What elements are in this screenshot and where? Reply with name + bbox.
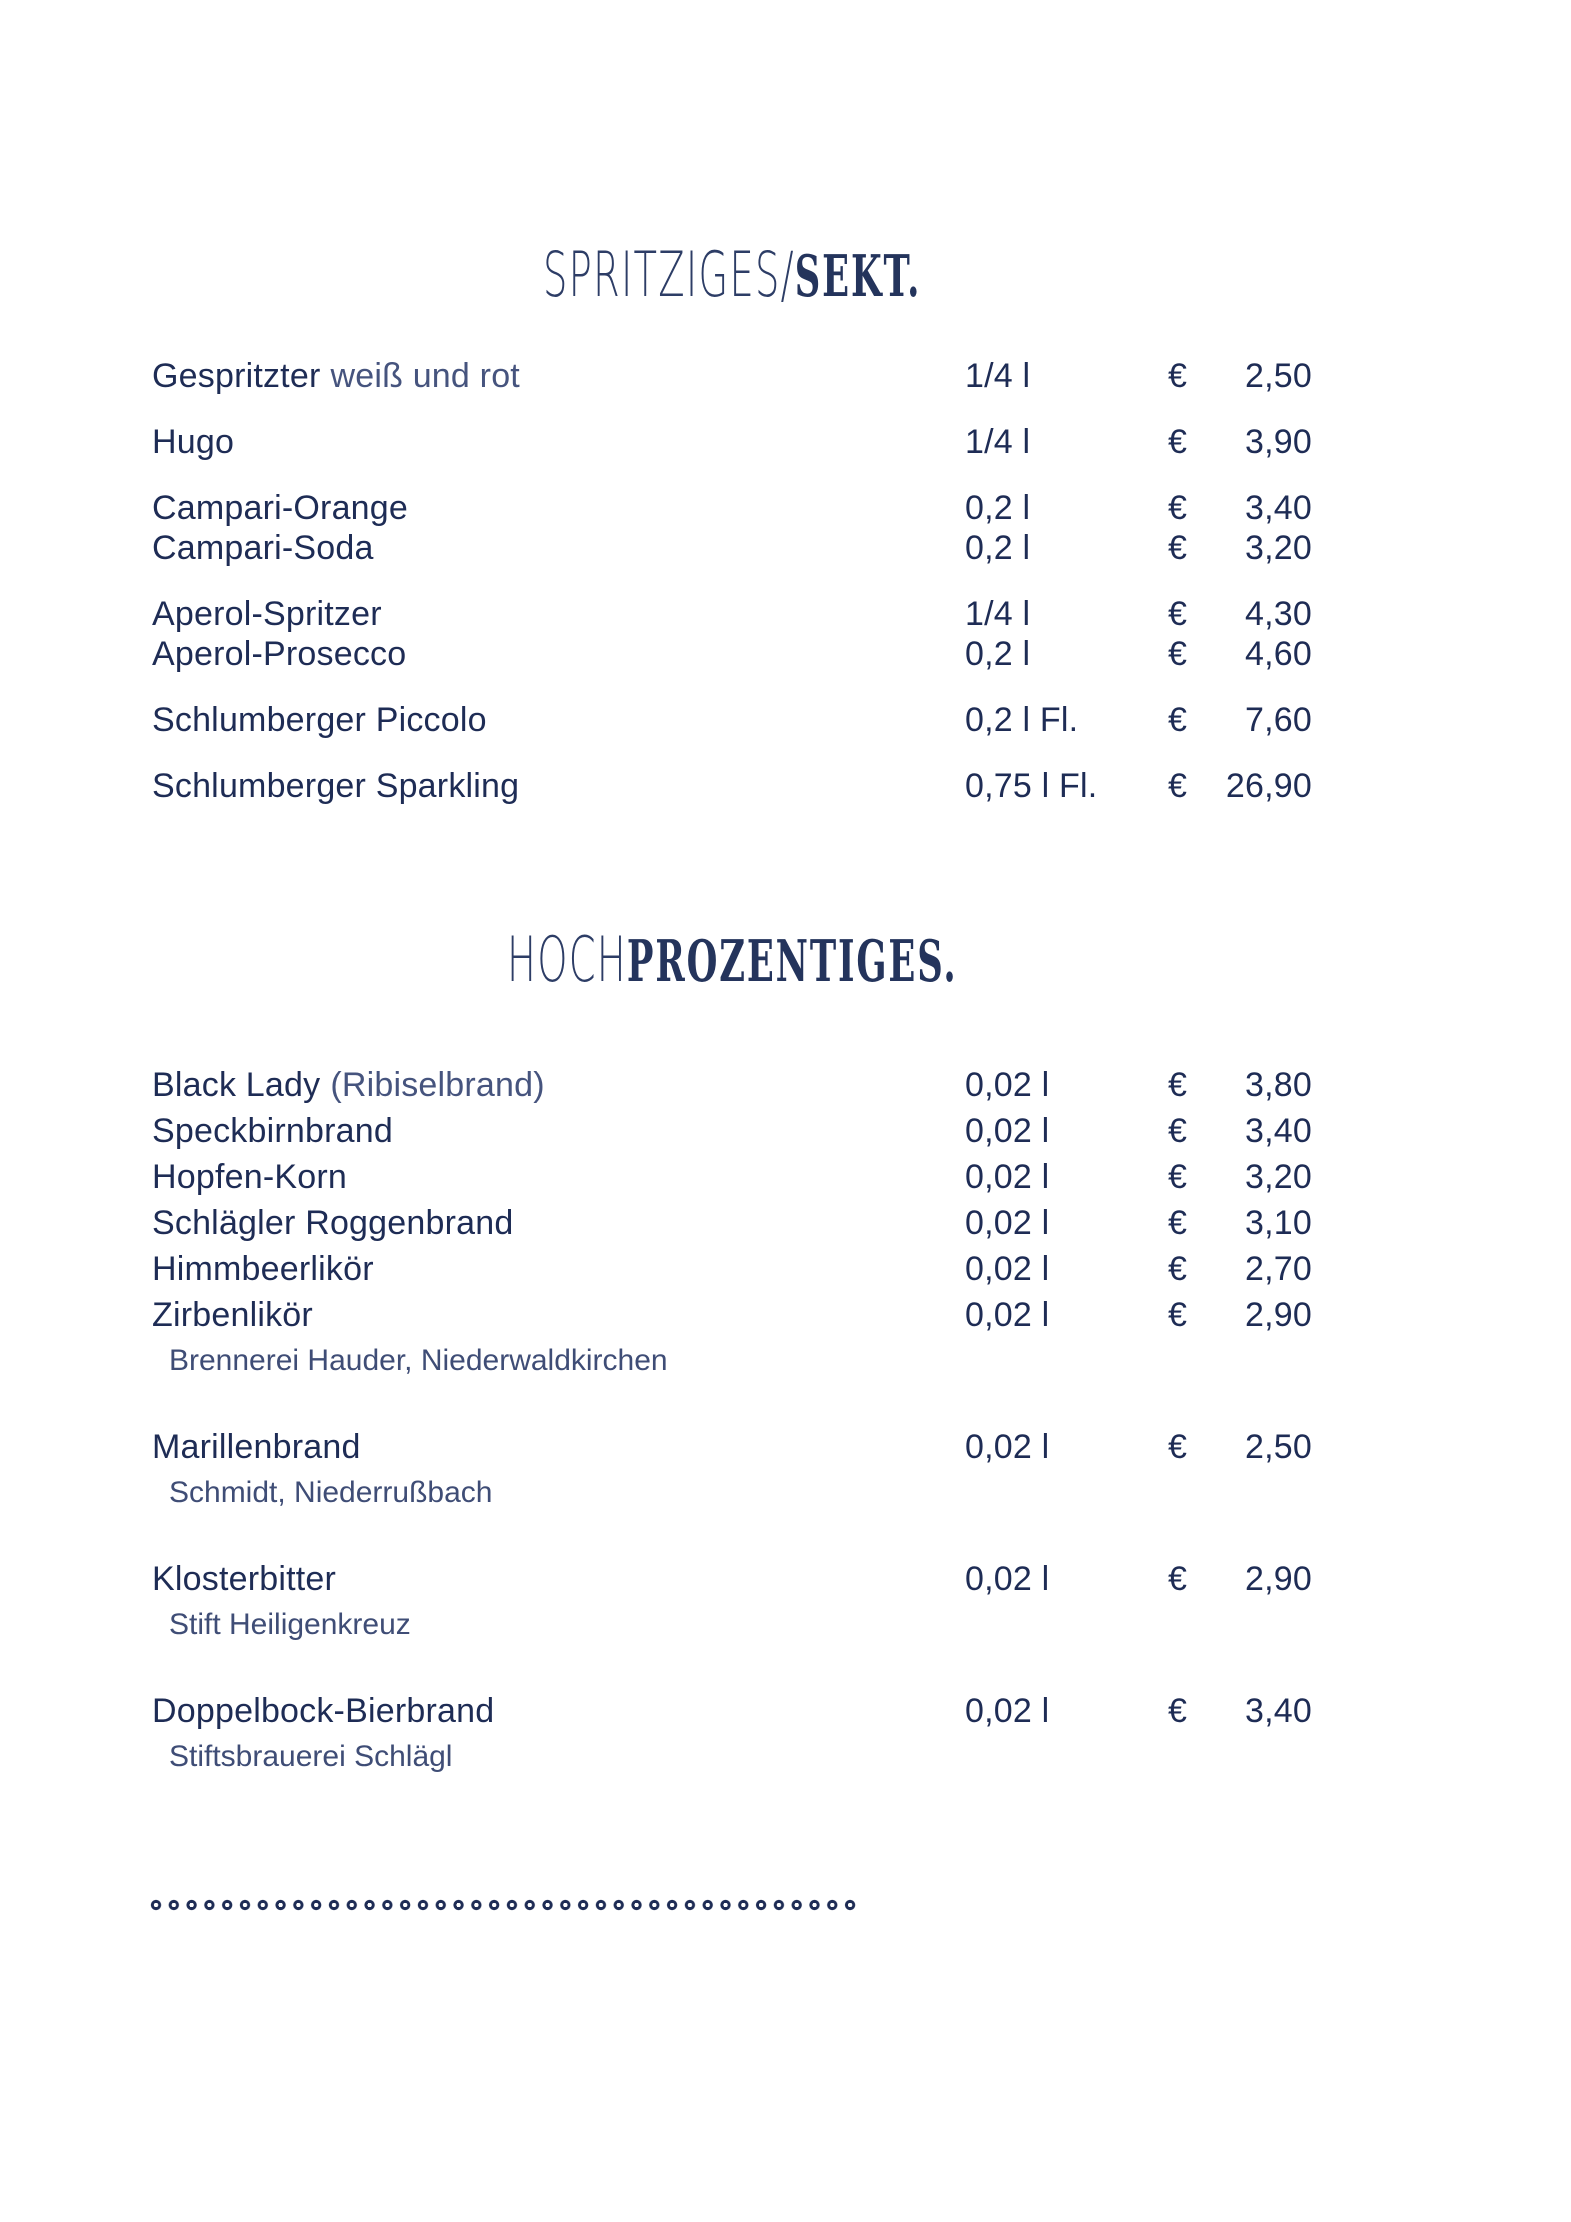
item-name-text: Aperol-Prosecco bbox=[152, 634, 407, 673]
item-quantity: 1/4 l bbox=[965, 422, 1031, 461]
item-price: 3,10 bbox=[1245, 1203, 1312, 1242]
menu-item-row bbox=[152, 1108, 1312, 1154]
menu-item-row bbox=[152, 700, 1312, 740]
item-quantity: 0,2 l bbox=[965, 528, 1031, 567]
item-quantity: 0,02 l bbox=[965, 1111, 1050, 1150]
menu-group bbox=[152, 422, 1312, 462]
menu-section-spritziges bbox=[152, 356, 1312, 806]
producer-note: Brennerei Hauder, Niederwaldkirchen bbox=[169, 1344, 668, 1377]
menu-group bbox=[152, 700, 1312, 740]
currency-symbol: € bbox=[1168, 1065, 1188, 1104]
section-title-thin-text: SPRITZIGES/ bbox=[542, 238, 795, 311]
menu-group bbox=[152, 594, 1312, 674]
section-title-thin-text: HOCH bbox=[506, 923, 627, 996]
item-desc-text: weiß und rot bbox=[330, 356, 520, 395]
item-quantity: 0,2 l bbox=[965, 634, 1031, 673]
item-quantity: 0,02 l bbox=[965, 1203, 1050, 1242]
hand-drawn-dots-divider bbox=[148, 1897, 860, 1913]
item-name bbox=[152, 767, 965, 806]
item-quantity: 1/4 l bbox=[965, 594, 1031, 633]
menu-item-row bbox=[152, 1292, 1312, 1338]
item-price: 2,50 bbox=[1245, 1427, 1312, 1466]
item-name bbox=[152, 529, 965, 568]
item-price: 4,60 bbox=[1245, 634, 1312, 673]
item-name bbox=[152, 1204, 965, 1243]
item-name-text: Klosterbitter bbox=[152, 1559, 337, 1598]
section-title-bold-text: SEKT. bbox=[794, 243, 922, 310]
item-price: 2,90 bbox=[1245, 1559, 1312, 1598]
item-price: 4,30 bbox=[1245, 594, 1312, 633]
item-name-text: Speckbirnbrand bbox=[152, 1111, 393, 1150]
item-quantity: 0,75 l Fl. bbox=[965, 766, 1098, 805]
item-price: 3,20 bbox=[1245, 528, 1312, 567]
item-name bbox=[152, 1066, 965, 1105]
menu-item-row bbox=[152, 766, 1312, 806]
item-name bbox=[152, 1296, 965, 1335]
item-name bbox=[152, 1692, 965, 1731]
menu-item-row bbox=[152, 1424, 1312, 1470]
item-name bbox=[152, 1158, 965, 1197]
menu-group bbox=[152, 1688, 1312, 1780]
item-quantity: 0,02 l bbox=[965, 1559, 1050, 1598]
item-quantity: 0,02 l bbox=[965, 1691, 1050, 1730]
item-name bbox=[152, 489, 965, 528]
currency-symbol: € bbox=[1168, 1295, 1188, 1334]
item-name bbox=[152, 595, 965, 634]
menu-item-row bbox=[152, 1062, 1312, 1108]
item-name-text: Hopfen-Korn bbox=[152, 1157, 347, 1196]
item-quantity: 0,2 l bbox=[965, 488, 1031, 527]
menu-item-row bbox=[152, 1556, 1312, 1602]
menu-group bbox=[152, 1062, 1312, 1384]
menu-item-row bbox=[152, 422, 1312, 462]
menu-item-row bbox=[152, 1200, 1312, 1246]
item-price: 2,50 bbox=[1245, 356, 1312, 395]
menu-content bbox=[152, 0, 1312, 1913]
item-name bbox=[152, 423, 965, 462]
item-desc-text: (Ribiselbrand) bbox=[330, 1065, 545, 1104]
item-name bbox=[152, 1560, 965, 1599]
menu-item-row bbox=[152, 356, 1312, 396]
currency-symbol: € bbox=[1168, 1691, 1188, 1730]
section-title-inner bbox=[507, 922, 957, 1000]
item-name-text: Zirbenlikör bbox=[152, 1295, 313, 1334]
currency-symbol: € bbox=[1168, 1559, 1188, 1598]
menu-item-row bbox=[152, 594, 1312, 634]
menu-group bbox=[152, 1424, 1312, 1516]
item-name bbox=[152, 635, 965, 674]
item-name-text: Gespritzter bbox=[152, 356, 321, 395]
currency-symbol: € bbox=[1168, 356, 1188, 395]
item-name bbox=[152, 701, 965, 740]
currency-symbol: € bbox=[1168, 1157, 1188, 1196]
item-name-text: Schlumberger Piccolo bbox=[152, 700, 487, 739]
item-quantity: 0,02 l bbox=[965, 1065, 1050, 1104]
item-price: 3,40 bbox=[1245, 488, 1312, 527]
section-title-bold-text: PROZENTIGES. bbox=[626, 928, 958, 995]
item-price: 7,60 bbox=[1245, 700, 1312, 739]
section-title-spritziges-sekt bbox=[152, 237, 1312, 313]
menu-group bbox=[152, 488, 1312, 568]
item-name bbox=[152, 1112, 965, 1151]
item-name-text: Marillenbrand bbox=[152, 1427, 361, 1466]
currency-symbol: € bbox=[1168, 1111, 1188, 1150]
item-price: 2,70 bbox=[1245, 1249, 1312, 1288]
item-quantity: 0,02 l bbox=[965, 1157, 1050, 1196]
menu-group bbox=[152, 1556, 1312, 1648]
currency-symbol: € bbox=[1168, 528, 1188, 567]
item-price: 26,90 bbox=[1225, 766, 1312, 805]
currency-symbol: € bbox=[1168, 1203, 1188, 1242]
menu-item-row bbox=[152, 1246, 1312, 1292]
currency-symbol: € bbox=[1168, 634, 1188, 673]
menu-group bbox=[152, 766, 1312, 806]
item-price: 3,20 bbox=[1245, 1157, 1312, 1196]
currency-symbol: € bbox=[1168, 1427, 1188, 1466]
currency-symbol: € bbox=[1168, 766, 1188, 805]
menu-section-hochprozentiges bbox=[152, 1062, 1312, 1780]
item-name-text: Himmbeerlikör bbox=[152, 1249, 374, 1288]
item-quantity: 0,2 l Fl. bbox=[965, 700, 1079, 739]
item-name-text: Schlägler Roggenbrand bbox=[152, 1203, 514, 1242]
menu-group bbox=[152, 356, 1312, 396]
item-price: 2,90 bbox=[1245, 1295, 1312, 1334]
item-price: 3,90 bbox=[1245, 422, 1312, 461]
currency-symbol: € bbox=[1168, 1249, 1188, 1288]
item-price: 3,80 bbox=[1245, 1065, 1312, 1104]
item-name-text: Campari-Orange bbox=[152, 488, 409, 527]
item-quantity: 0,02 l bbox=[965, 1427, 1050, 1466]
currency-symbol: € bbox=[1168, 700, 1188, 739]
currency-symbol: € bbox=[1168, 594, 1188, 633]
item-name bbox=[152, 1428, 965, 1467]
item-name-text: Aperol-Spritzer bbox=[152, 594, 382, 633]
item-quantity: 1/4 l bbox=[965, 356, 1031, 395]
section-title-inner bbox=[543, 237, 921, 315]
menu-item-row bbox=[152, 488, 1312, 528]
item-name bbox=[152, 357, 965, 396]
producer-note: Stiftsbrauerei Schlägl bbox=[169, 1740, 453, 1773]
currency-symbol: € bbox=[1168, 422, 1188, 461]
item-name-text: Doppelbock-Bierbrand bbox=[152, 1691, 495, 1730]
currency-symbol: € bbox=[1168, 488, 1188, 527]
item-quantity: 0,02 l bbox=[965, 1295, 1050, 1334]
producer-note: Schmidt, Niederrußbach bbox=[169, 1476, 493, 1509]
item-price: 3,40 bbox=[1245, 1691, 1312, 1730]
item-name bbox=[152, 1250, 965, 1289]
menu-item-row bbox=[152, 1154, 1312, 1200]
menu-item-row bbox=[152, 1688, 1312, 1734]
item-name-text: Schlumberger Sparkling bbox=[152, 766, 520, 805]
item-name-text: Campari-Soda bbox=[152, 528, 374, 567]
item-quantity: 0,02 l bbox=[965, 1249, 1050, 1288]
menu-item-row bbox=[152, 528, 1312, 568]
item-price: 3,40 bbox=[1245, 1111, 1312, 1150]
producer-note: Stift Heiligenkreuz bbox=[169, 1608, 411, 1641]
section-title-hochprozentiges bbox=[152, 922, 1312, 998]
item-name-text: Black Lady bbox=[152, 1065, 321, 1104]
menu-item-row bbox=[152, 634, 1312, 674]
item-name-text: Hugo bbox=[152, 422, 235, 461]
